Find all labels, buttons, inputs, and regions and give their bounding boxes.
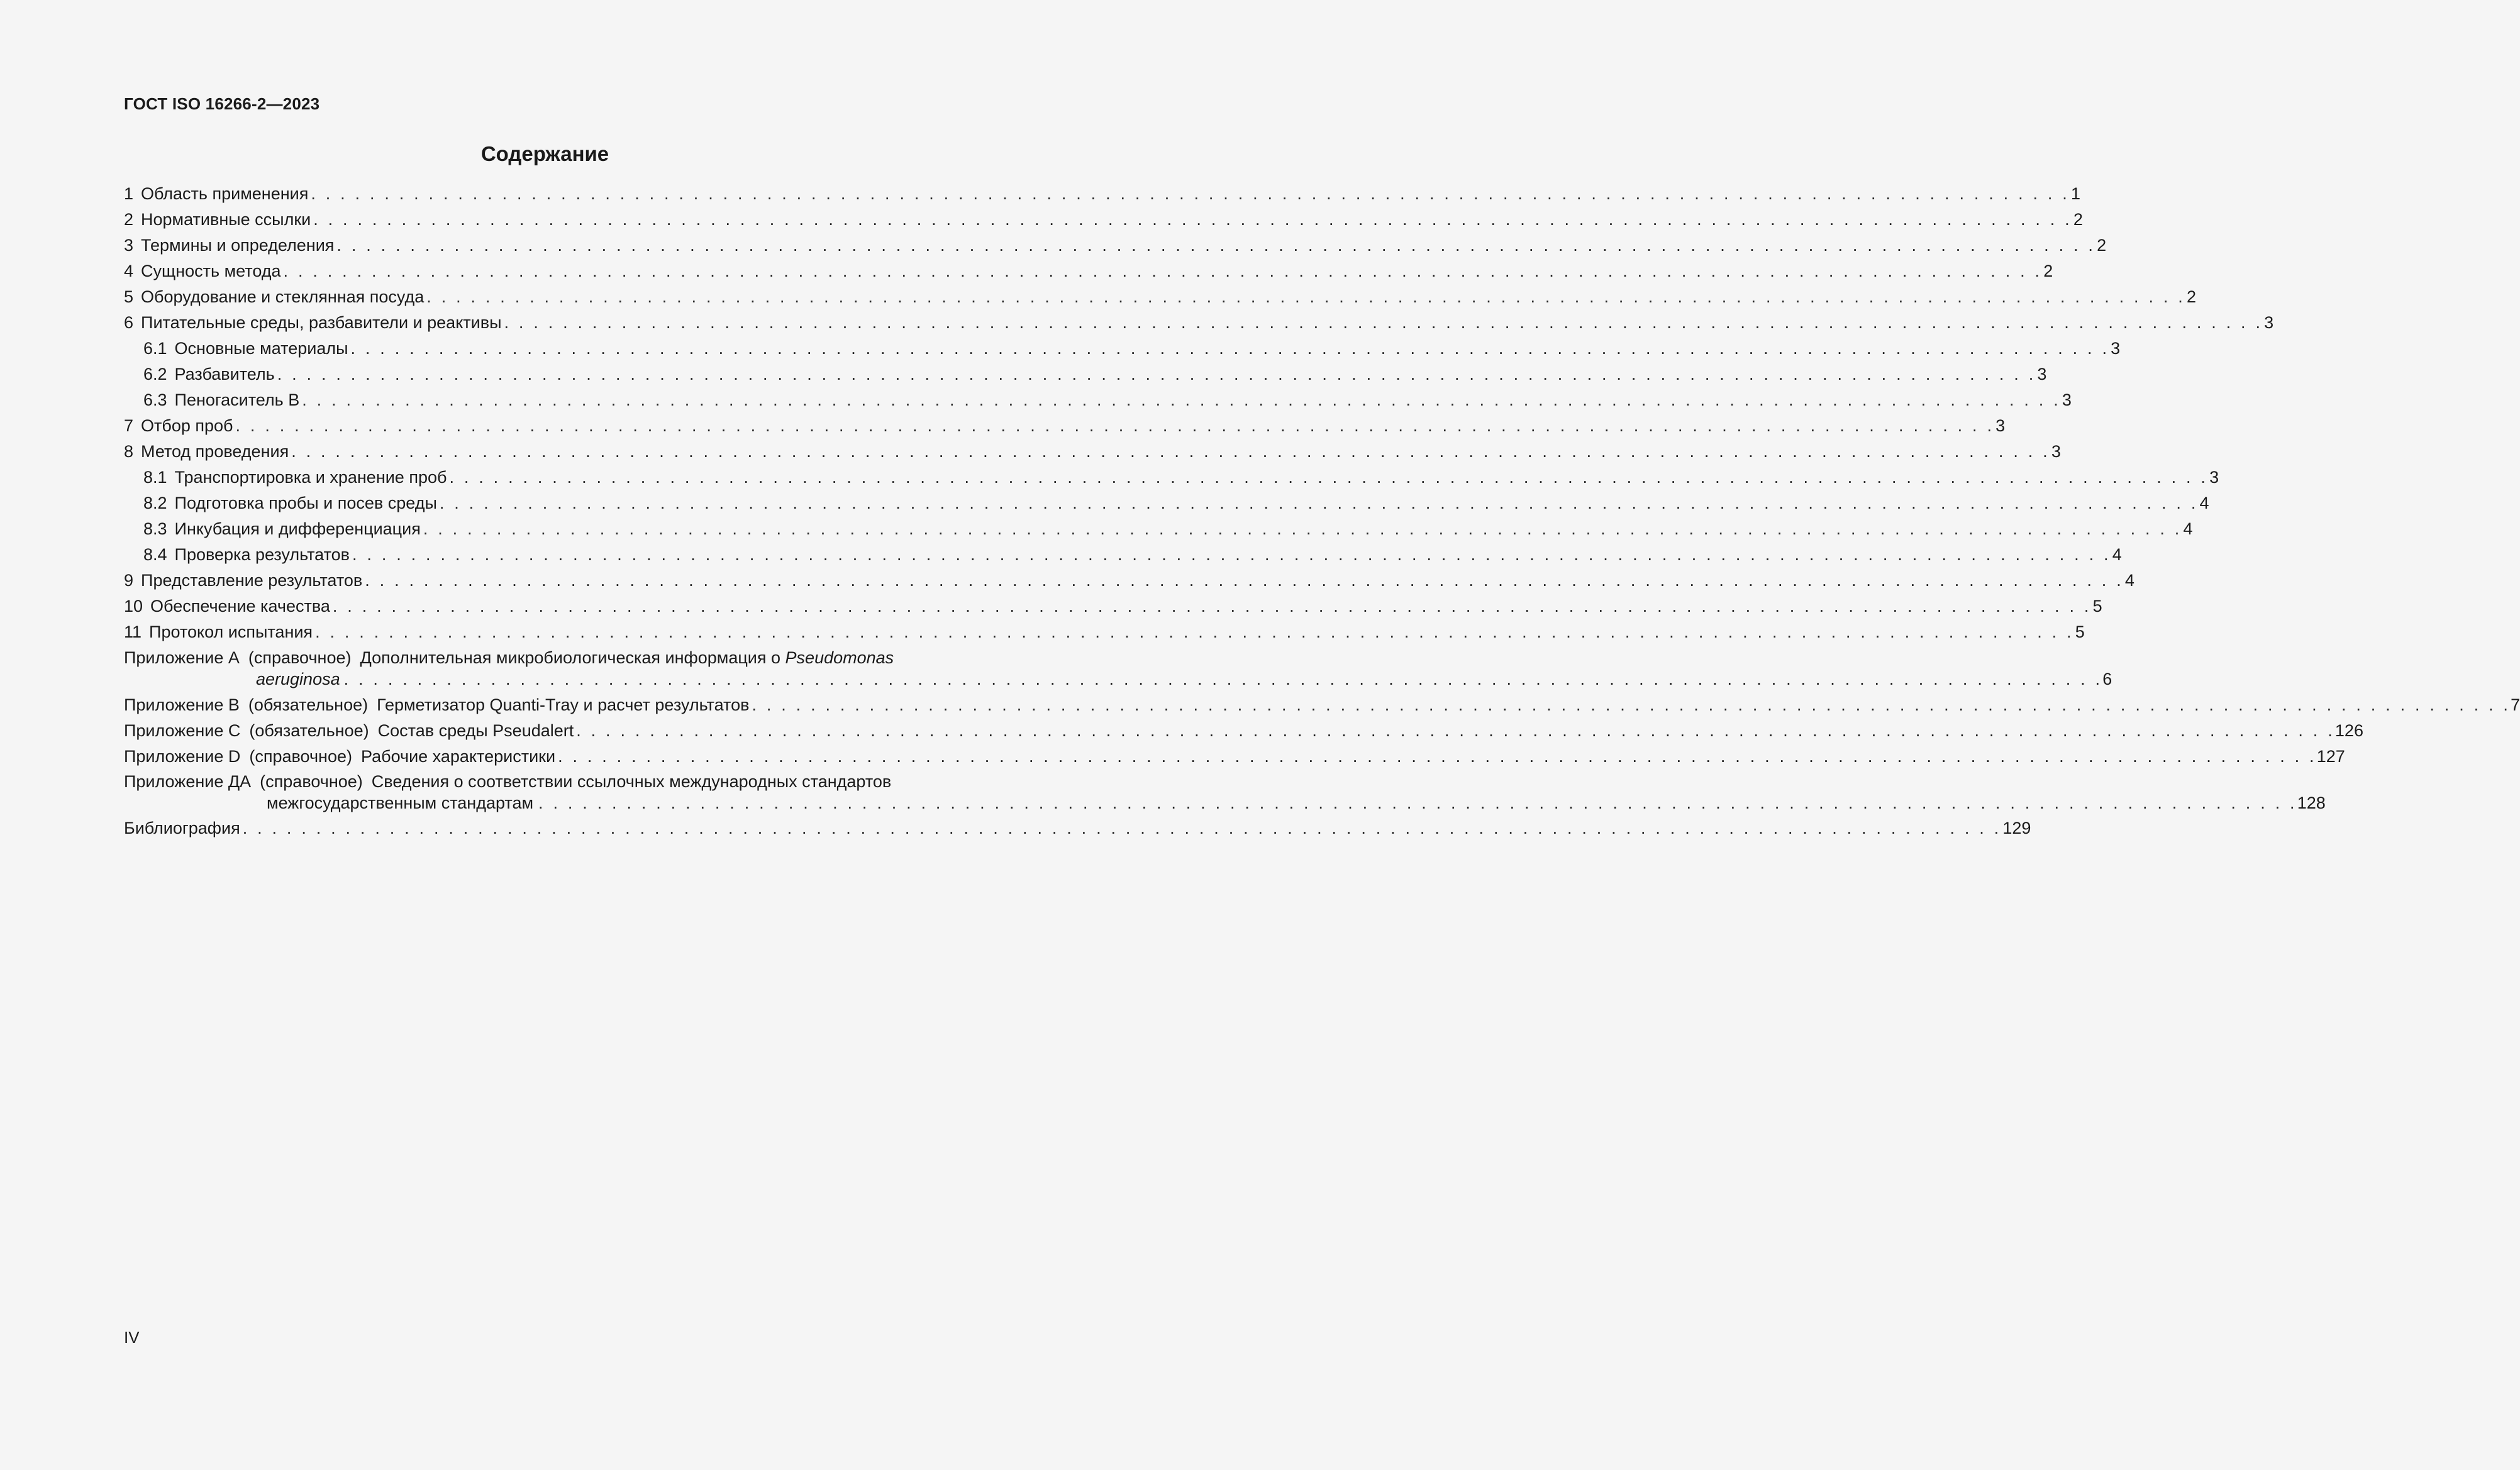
dot-leader: . . . . . . . . . . . . . . . . . . . . . . . . . . . . . . . . . . . . . . . . . . . . . . . . . . . . . . . . . . . . . . . . . . . . . . . . . . . . . . . . . . . . . . . . . . . . . . . . . . . . . . . . . . . . . . . . . . . . . . . .	[277, 365, 2036, 384]
dot-leader: . . . . . . . . . . . . . . . . . . . . . . . . . . . . . . . . . . . . . . . . . . . . . . . . . . . . . . . . . . . . . . . . . . . . . . . . . . . . . . . . . . . . . . . . . . . . . . . . . . . . . . . . . . . . . . . . . . . . . . . .	[504, 313, 2263, 332]
dot-leader: . . . . . . . . . . . . . . . . . . . . . . . . . . . . . . . . . . . . . . . . . . . . . . . . . . . . . . . . . . . . . . . . . . . . . . . . . . . . . . . . . . . . . . . . . . . . . . . . . . . . . . . . . . . . . . . . . . . . . . . .	[752, 695, 2511, 714]
entry-number: 8.1	[143, 468, 167, 487]
entry-page: 5	[2092, 597, 2102, 616]
dot-leader: . . . . . . . . . . . . . . . . . . . . . . . . . . . . . . . . . . . . . . . . . . . . . . . . . . . . . . . . . . . . . . . . . . . . . . . . . . . . . . . . . . . . . . . . . . . . . . . . . . . . . . . . . . . . . . . . . . . . . . . .	[315, 622, 2074, 641]
appendix-kind: (обязательное)	[248, 695, 369, 714]
table-of-contents	[124, 181, 2520, 841]
toc-subentry[interactable]	[124, 387, 2072, 413]
entry-page: 4	[2199, 494, 2209, 512]
entry-number: 6.3	[143, 390, 167, 409]
toc-subentry[interactable]	[124, 516, 2193, 542]
entry-page: 6	[2102, 670, 2112, 688]
toc-entry[interactable]	[124, 568, 2134, 594]
entry-label: Обеспечение качества	[150, 597, 330, 616]
appendix-kind: (справочное)	[260, 772, 363, 791]
entry-page: 2	[2043, 262, 2053, 280]
entry-page: 3	[2111, 339, 2121, 358]
entry-number: 9	[124, 571, 134, 590]
toc-entry[interactable]	[124, 310, 2274, 336]
dot-leader: . . . . . . . . . . . . . . . . . . . . . . . . . . . . . . . . . . . . . . . . . . . . . . . . . . . . . . . . . . . . . . . . . . . . . . . . . . . . . . . . . . . . . . . . . . . . . . . . . . . . . . . . . . . . . . . . . . . . . . . .	[449, 468, 2209, 487]
dot-leader: . . . . . . . . . . . . . . . . . . . . . . . . . . . . . . . . . . . . . . . . . . . . . . . . . . . . . . . . . . . . . . . . . . . . . . . . . . . . . . . . . . . . . . . . . . . . . . . . . . . . . . . . . . . . . . . . . . . . . . . .	[291, 442, 2050, 461]
entry-label: Разбавитель	[174, 365, 275, 384]
entry-label: Проверка результатов	[174, 545, 350, 564]
appendix-tag: Приложение А	[124, 648, 240, 667]
entry-page: 7	[2511, 695, 2520, 714]
entry-label: Питательные среды, разбавители и реактивы	[141, 313, 502, 332]
toc-appendix-c[interactable]	[124, 717, 2363, 743]
toc-entry[interactable]	[124, 181, 2081, 207]
entry-label: Представление результатов	[141, 571, 363, 590]
entry-number: 10	[124, 597, 143, 616]
appendix-label: Рабочие характеристики	[360, 747, 556, 766]
entry-page: 127	[2316, 747, 2345, 766]
toc-subentry[interactable]	[124, 542, 2122, 568]
dot-leader: . . . . . . . . . . . . . . . . . . . . . . . . . . . . . . . . . . . . . . . . . . . . . . . . . . . . . . . . . . . . . . . . . . . . . . . . . . . . . . . . . . . . . . . . . . . . . . . . . . . . . . . . . . . . . . . . . . . . . . . .	[302, 390, 2061, 409]
entry-number: 3	[124, 236, 134, 255]
appendix-kind: (справочное)	[248, 648, 352, 667]
appendix-label-italic: aeruginosa	[256, 670, 340, 688]
dot-leader: . . . . . . . . . . . . . . . . . . . . . . . . . . . . . . . . . . . . . . . . . . . . . . . . . . . . . . . . . . . . . . . . . . . . . . . . . . . . . . . . . . . . . . . . . . . . . . . . . . . . . . . . . . . . . . . . . . . . . . . .	[242, 819, 2002, 837]
entry-page: 3	[2051, 442, 2061, 461]
toc-subentry[interactable]	[124, 490, 2209, 516]
entry-page: 4	[2183, 519, 2193, 538]
toc-appendix-a[interactable]	[124, 645, 2112, 692]
entry-number: 1	[124, 184, 134, 203]
dot-leader: . . . . . . . . . . . . . . . . . . . . . . . . . . . . . . . . . . . . . . . . . . . . . . . . . . . . . . . . . . . . . . . . . . . . . . . . . . . . . . . . . . . . . . . . . . . . . . . . . . . . . . . . . . . . . . . . . . . . . . . .	[538, 793, 2297, 812]
toc-appendix-d[interactable]	[124, 743, 2345, 769]
dot-leader: . . . . . . . . . . . . . . . . . . . . . . . . . . . . . . . . . . . . . . . . . . . . . . . . . . . . . . . . . . . . . . . . . . . . . . . . . . . . . . . . . . . . . . . . . . . . . . . . . . . . . . . . . . . . . . . . . . . . . . . .	[558, 747, 2317, 766]
appendix-label-italic: Pseudomonas	[785, 648, 894, 667]
entry-page: 4	[2112, 545, 2122, 564]
dot-leader: . . . . . . . . . . . . . . . . . . . . . . . . . . . . . . . . . . . . . . . . . . . . . . . . . . . . . . . . . . . . . . . . . . . . . . . . . . . . . . . . . . . . . . . . . . . . . . . . . . . . . . . . . . . . . . . . . . . . . . . .	[343, 670, 2103, 688]
dot-leader: . . . . . . . . . . . . . . . . . . . . . . . . . . . . . . . . . . . . . . . . . . . . . . . . . . . . . . . . . . . . . . . . . . . . . . . . . . . . . . . . . . . . . . . . . . . . . . . . . . . . . . . . . . . . . . . . . . . . . . . .	[576, 721, 2335, 740]
entry-page: 2	[2186, 287, 2196, 306]
entry-number: 7	[124, 416, 134, 435]
toc-entry[interactable]	[124, 619, 2085, 645]
dot-leader: . . . . . . . . . . . . . . . . . . . . . . . . . . . . . . . . . . . . . . . . . . . . . . . . . . . . . . . . . . . . . . . . . . . . . . . . . . . . . . . . . . . . . . . . . . . . . . . . . . . . . . . . . . . . . . . . . . . . . . . .	[311, 184, 2070, 203]
entry-number: 6.2	[143, 365, 167, 384]
entry-page: 126	[2334, 721, 2363, 740]
entry-page: 2	[2073, 210, 2083, 229]
dot-leader: . . . . . . . . . . . . . . . . . . . . . . . . . . . . . . . . . . . . . . . . . . . . . . . . . . . . . . . . . . . . . . . . . . . . . . . . . . . . . . . . . . . . . . . . . . . . . . . . . . . . . . . . . . . . . . . . . . . . . . . .	[439, 494, 2199, 512]
page-number: IV	[124, 1328, 140, 1347]
appendix-kind: (обязательное)	[249, 721, 369, 740]
toc-subentry[interactable]	[124, 465, 2219, 490]
dot-leader: . . . . . . . . . . . . . . . . . . . . . . . . . . . . . . . . . . . . . . . . . . . . . . . . . . . . . . . . . . . . . . . . . . . . . . . . . . . . . . . . . . . . . . . . . . . . . . . . . . . . . . . . . . . . . . . . . . . . . . . .	[235, 416, 1995, 435]
appendix-tag: Приложение D	[124, 747, 241, 766]
entry-label: Инкубация и дифференциация	[174, 519, 421, 538]
entry-number: 5	[124, 287, 134, 306]
entry-number: 8.4	[143, 545, 167, 564]
entry-label: Транспортировка и хранение проб	[174, 468, 447, 487]
entry-label: Сущность метода	[141, 262, 281, 280]
entry-number: 8.2	[143, 494, 167, 512]
entry-number: 2	[124, 210, 134, 229]
appendix-tag: Приложение ДА	[124, 772, 252, 791]
entry-page: 4	[2124, 571, 2134, 590]
entry-label: Отбор проб	[141, 416, 233, 435]
dot-leader: . . . . . . . . . . . . . . . . . . . . . . . . . . . . . . . . . . . . . . . . . . . . . . . . . . . . . . . . . . . . . . . . . . . . . . . . . . . . . . . . . . . . . . . . . . . . . . . . . . . . . . . . . . . . . . . . . . . . . . . .	[426, 287, 2185, 306]
entry-page: 2	[2097, 236, 2107, 255]
entry-page: 1	[2070, 184, 2081, 203]
entry-label: Пеногаситель В	[174, 390, 300, 409]
toc-entry[interactable]	[124, 258, 2053, 284]
entry-number: 6.1	[143, 339, 167, 358]
entry-label: Подготовка пробы и посев среды	[174, 494, 437, 512]
entry-label: Протокол испытания	[149, 622, 313, 641]
toc-entry[interactable]	[124, 413, 2006, 439]
appendix-tag: Приложение В	[124, 695, 240, 714]
dot-leader: . . . . . . . . . . . . . . . . . . . . . . . . . . . . . . . . . . . . . . . . . . . . . . . . . . . . . . . . . . . . . . . . . . . . . . . . . . . . . . . . . . . . . . . . . . . . . . . . . . . . . . . . . . . . . . . . . . . . . . . .	[350, 339, 2110, 358]
toc-bibliography[interactable]	[124, 815, 2031, 841]
entry-page: 3	[2264, 313, 2274, 332]
appendix-label: межгосударственным стандартам	[267, 793, 534, 812]
dot-leader: . . . . . . . . . . . . . . . . . . . . . . . . . . . . . . . . . . . . . . . . . . . . . . . . . . . . . . . . . . . . . . . . . . . . . . . . . . . . . . . . . . . . . . . . . . . . . . . . . . . . . . . . . . . . . . . . . . . . . . . .	[332, 597, 2092, 616]
toc-entry[interactable]	[124, 594, 2102, 619]
toc-appendix-da[interactable]	[124, 769, 2326, 815]
entry-label: Область применения	[141, 184, 309, 203]
toc-appendix-b[interactable]	[124, 692, 2520, 717]
appendix-label: Герметизатор Quanti-Tray и расчет результатов	[377, 695, 750, 714]
entry-page: 129	[2002, 819, 2031, 837]
toc-title: Содержание	[480, 142, 609, 165]
entry-label: Основные материалы	[174, 339, 348, 358]
appendix-label: Сведения о соответствии ссылочных международных стандартов	[371, 772, 892, 791]
appendix-label: Дополнительная микробиологическая информация о	[360, 648, 781, 667]
entry-label: Библиография	[124, 819, 240, 837]
appendix-tag: Приложение С	[124, 721, 241, 740]
entry-page: 3	[2209, 468, 2219, 487]
entry-number: 6	[124, 313, 134, 332]
entry-page: 5	[2075, 622, 2085, 641]
entry-number: 11	[124, 622, 142, 641]
dot-leader: . . . . . . . . . . . . . . . . . . . . . . . . . . . . . . . . . . . . . . . . . . . . . . . . . . . . . . . . . . . . . . . . . . . . . . . . . . . . . . . . . . . . . . . . . . . . . . . . . . . . . . . . . . . . . . . . . . . . . . . .	[336, 236, 2096, 255]
entry-page: 3	[2037, 365, 2047, 384]
entry-page: 3	[2062, 390, 2072, 409]
toc-entry[interactable]	[124, 284, 2196, 310]
entry-number: 8	[124, 442, 134, 461]
dot-leader: . . . . . . . . . . . . . . . . . . . . . . . . . . . . . . . . . . . . . . . . . . . . . . . . . . . . . . . . . . . . . . . . . . . . . . . . . . . . . . . . . . . . . . . . . . . . . . . . . . . . . . . . . . . . . . . . . . . . . . . .	[352, 545, 2111, 564]
entry-page: 128	[2297, 793, 2326, 812]
toc-entry[interactable]	[124, 439, 2061, 465]
dot-leader: . . . . . . . . . . . . . . . . . . . . . . . . . . . . . . . . . . . . . . . . . . . . . . . . . . . . . . . . . . . . . . . . . . . . . . . . . . . . . . . . . . . . . . . . . . . . . . . . . . . . . . . . . . . . . . . . . . . . . . . .	[423, 519, 2182, 538]
entry-label: Термины и определения	[141, 236, 335, 255]
entry-label: Метод проведения	[141, 442, 289, 461]
dot-leader: . . . . . . . . . . . . . . . . . . . . . . . . . . . . . . . . . . . . . . . . . . . . . . . . . . . . . . . . . . . . . . . . . . . . . . . . . . . . . . . . . . . . . . . . . . . . . . . . . . . . . . . . . . . . . . . . . . . . . . . .	[313, 210, 2072, 229]
toc-entry[interactable]	[124, 233, 2107, 258]
dot-leader: . . . . . . . . . . . . . . . . . . . . . . . . . . . . . . . . . . . . . . . . . . . . . . . . . . . . . . . . . . . . . . . . . . . . . . . . . . . . . . . . . . . . . . . . . . . . . . . . . . . . . . . . . . . . . . . . . . . . . . . .	[365, 571, 2124, 590]
appendix-label: Состав среды Pseudalert	[377, 721, 574, 740]
toc-subentry[interactable]	[124, 362, 2047, 387]
entry-label: Нормативные ссылки	[141, 210, 311, 229]
toc-subentry[interactable]	[124, 336, 2121, 362]
entry-number: 4	[124, 262, 134, 280]
entry-page: 3	[1995, 416, 2006, 435]
appendix-kind: (справочное)	[249, 747, 352, 766]
toc-entry[interactable]	[124, 207, 2083, 233]
document-header: ГОСТ ISO 16266-2—2023	[124, 94, 320, 113]
dot-leader: . . . . . . . . . . . . . . . . . . . . . . . . . . . . . . . . . . . . . . . . . . . . . . . . . . . . . . . . . . . . . . . . . . . . . . . . . . . . . . . . . . . . . . . . . . . . . . . . . . . . . . . . . . . . . . . . . . . . . . . .	[283, 262, 2043, 280]
entry-number: 8.3	[143, 519, 167, 538]
entry-label: Оборудование и стеклянная посуда	[141, 287, 425, 306]
